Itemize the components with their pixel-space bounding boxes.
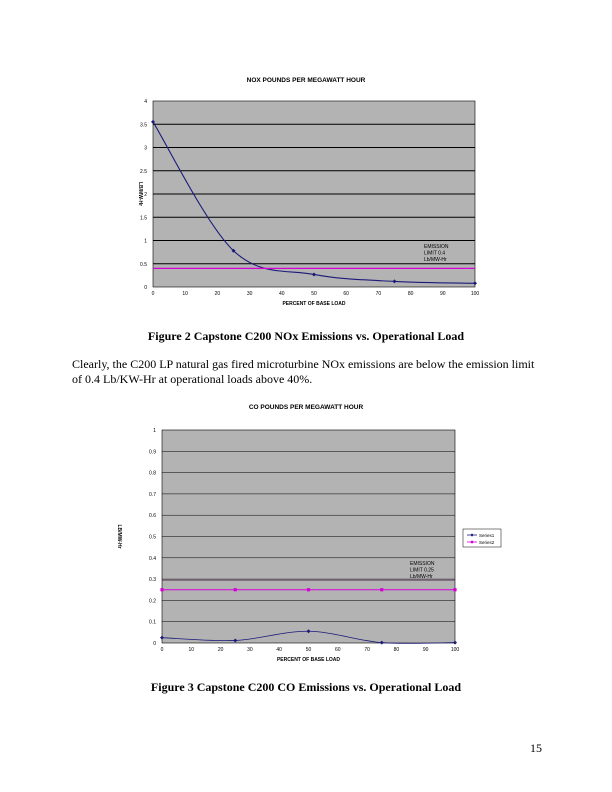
chart1-title: NOX POUNDS PER MEGAWATT HOUR	[246, 77, 366, 84]
y-tick-label: 1.5	[140, 215, 147, 222]
y-axis-label: LB/MW-Hr	[137, 181, 143, 207]
x-tick-label: 40	[276, 647, 282, 653]
x-axis-label: PERCENT OF BASE LOAD	[276, 657, 341, 663]
x-tick-label: 30	[246, 291, 253, 297]
y-tick-label: 3.5	[140, 122, 147, 129]
y-tick-label: 2.5	[140, 168, 147, 175]
x-tick-label: 60	[343, 291, 349, 297]
y-tick-label: 0	[153, 641, 156, 647]
y-tick-label: 0.6	[149, 513, 156, 520]
page-number: 15	[530, 741, 542, 755]
annotation-line: EMISSION	[410, 561, 435, 567]
x-tick-label: 60	[335, 647, 341, 653]
y-tick-label: 0.7	[149, 491, 156, 498]
figure2-caption: Figure 2 Capstone C200 NOx Emissions vs. Operational Load	[147, 329, 465, 343]
y-tick-label: 2	[144, 192, 147, 198]
x-axis-label: PERCENT OF BASE LOAD	[282, 301, 346, 307]
annotation-line: LIMIT 0.25	[410, 567, 434, 574]
data-point	[160, 588, 163, 591]
legend-marker	[471, 541, 473, 543]
annotation-line: Lb/MW-Hr	[424, 257, 447, 263]
y-tick-label: 0.2	[149, 598, 156, 605]
x-tick-label: 0	[151, 291, 155, 297]
x-tick-label: 50	[305, 647, 312, 653]
x-tick-label: 40	[279, 291, 285, 297]
x-tick-label: 80	[407, 291, 414, 297]
x-tick-label: 70	[364, 647, 370, 653]
x-tick-label: 20	[214, 291, 221, 297]
y-tick-label: 0.5	[140, 261, 147, 268]
x-tick-label: 10	[182, 291, 188, 297]
y-tick-label: 0	[144, 285, 147, 291]
legend-label-series1: Series1	[479, 532, 495, 538]
x-tick-label: 20	[217, 647, 224, 653]
x-tick-label: 90	[422, 647, 429, 653]
chart2-title: CO POUNDS PER MEGAWATT HOUR	[248, 404, 364, 411]
figure3-caption: Figure 3 Capstone C200 CO Emissions vs. Operational Load	[150, 680, 462, 694]
y-tick-label: 0.4	[149, 555, 156, 562]
data-point	[234, 588, 237, 591]
y-tick-label: 3	[144, 145, 147, 152]
x-tick-label: 90	[440, 291, 446, 297]
annotation-line: EMISSION	[424, 244, 449, 250]
y-tick-label: 0.9	[149, 449, 156, 456]
x-tick-label: 30	[247, 647, 253, 653]
y-tick-label: 0.8	[149, 470, 156, 477]
y-tick-label: 0.1	[149, 619, 156, 626]
y-tick-label: 0.5	[149, 534, 156, 541]
x-tick-label: 80	[393, 647, 400, 653]
legend-label-series2: Series2	[479, 539, 495, 545]
data-point	[380, 588, 383, 591]
y-axis-label: LB/MW-Hr	[116, 524, 122, 549]
body-paragraph: Clearly, the C200 LP natural gas fired microturbine NOx emissions are below the emission limit of 0.4 Lb/KW-Hr at operational loads above 40%.	[72, 357, 535, 386]
data-point	[453, 588, 456, 591]
y-tick-label: 0.3	[149, 577, 156, 584]
x-tick-label: 100	[470, 291, 480, 297]
y-tick-label: 1	[144, 238, 147, 245]
y-tick-label: 1	[153, 428, 156, 434]
y-tick-label: 4	[144, 99, 147, 105]
annotation-line: Lb/MW-Hr	[410, 574, 433, 580]
x-tick-label: 0	[160, 647, 164, 653]
x-tick-label: 10	[188, 647, 195, 653]
x-tick-label: 70	[375, 291, 382, 297]
data-point	[307, 588, 310, 591]
x-tick-label: 50	[311, 291, 317, 297]
x-tick-label: 100	[450, 647, 460, 653]
annotation-line: LIMIT 0.4	[424, 250, 446, 257]
